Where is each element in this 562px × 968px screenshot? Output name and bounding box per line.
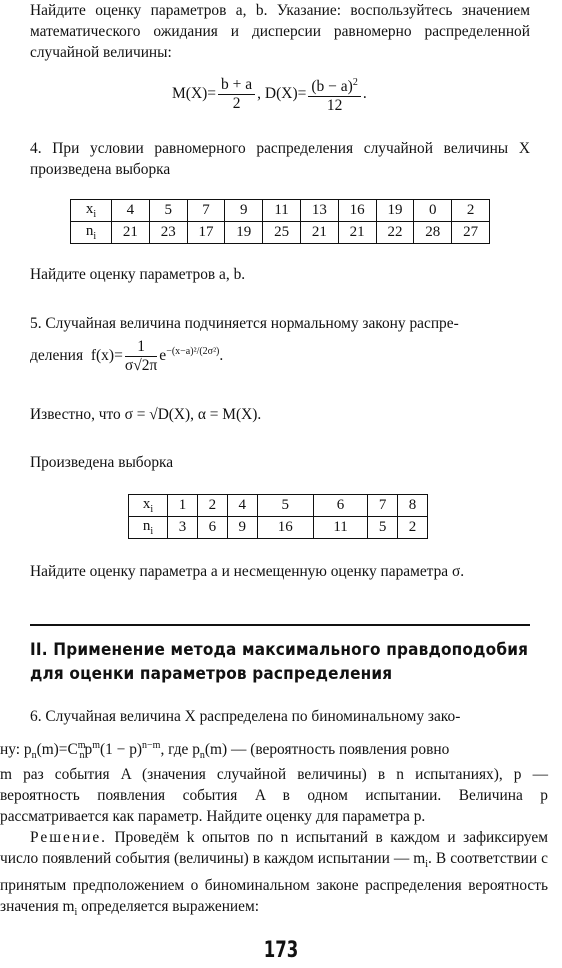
table-cell: 7 bbox=[368, 495, 398, 517]
table-row bbox=[129, 495, 428, 517]
table-cell: 13 bbox=[300, 200, 338, 222]
table-cell: 9 bbox=[225, 200, 263, 222]
density-prefix: деления bbox=[30, 347, 84, 365]
task6-solution: Решение. Проведём k опытов по n испытаний в каждом и зафиксируем число появлений события (величины) в каждом испытании — $m_i$. В соответствии с принятым предположением о биноминальном законе распределения вероятность значения $m_i$ определяется выражением: bbox=[0, 829, 549, 919]
table-cell: 28 bbox=[414, 222, 452, 244]
task4-text: 4. При условии равномерного распределения случайной величины X произведена выборка bbox=[30, 140, 530, 178]
density-end: . bbox=[219, 347, 224, 365]
table-cell: 8 bbox=[398, 495, 428, 517]
table-cell: 2 bbox=[452, 200, 490, 222]
table-cell: 25 bbox=[263, 222, 301, 244]
table-cell: 21 bbox=[112, 222, 150, 244]
intro-paragraph: Найдите оценку параметров a, b. Указание: воспользуйтесь значением математического ожидания и дисперсии равномерно распределенной случайной величины: bbox=[30, 2, 530, 61]
table-cell: 0 bbox=[414, 200, 452, 222]
table-cell: 19 bbox=[225, 222, 263, 244]
task6-binomial-line: ну: $p_n(m)=C^m_np^m(1 - p)^{n-m}$, где $p_n(m)$ — (вероятность появления ровно bbox=[0, 740, 450, 762]
formula-end: . bbox=[362, 85, 367, 103]
table-cell: 21 bbox=[300, 222, 338, 244]
density-denominator: σ√2π bbox=[124, 357, 158, 374]
table-cell: 17 bbox=[187, 222, 225, 244]
task5-sample: Произведена выборка bbox=[30, 454, 174, 471]
table-cell: 22 bbox=[376, 222, 414, 244]
table-cell: 21 bbox=[338, 222, 376, 244]
section-title: II. Применение метода максимального правдоподобия для оценки параметров распределения bbox=[30, 640, 529, 684]
table-cell: 11 bbox=[263, 200, 301, 222]
table-cell: 16 bbox=[338, 200, 376, 222]
variance-denominator: 12 bbox=[326, 97, 343, 115]
table-row bbox=[71, 222, 490, 244]
mean-denominator: 2 bbox=[232, 95, 241, 113]
task5-known: Известно, что σ = √D(X), α = M(X). bbox=[30, 406, 262, 423]
table-cell: 11 bbox=[313, 517, 367, 539]
table-cell: 6 bbox=[197, 517, 227, 539]
mean-numerator: b + a bbox=[218, 76, 255, 95]
solution-label: Решение. bbox=[30, 829, 108, 846]
variance-lhs: , D(X)= bbox=[257, 85, 307, 103]
task6-rest: m раз события A (значения случайной величины) в n испытаниях), p — вероятность появления события A в одном испытании. Величина p рассматривается как параметр. Найдите оценку для параметра p. bbox=[0, 766, 548, 825]
table-header-cell: $n_i$ bbox=[129, 517, 168, 539]
density-lhs: f(x)= bbox=[90, 347, 123, 365]
task5-text: 5. Случайная величина подчиняется нормальному закону распре- bbox=[30, 315, 459, 332]
table-cell: 9 bbox=[227, 517, 257, 539]
mean-fraction bbox=[218, 76, 255, 113]
page-number: 173 bbox=[263, 938, 299, 963]
table-cell: 6 bbox=[313, 495, 367, 517]
table-cell: 5 bbox=[257, 495, 313, 517]
table-cell: 27 bbox=[452, 222, 490, 244]
table-header-cell: $x_i$ bbox=[71, 200, 112, 222]
table-cell: 16 bbox=[257, 517, 313, 539]
task6-line1: 6. Случайная величина X распределена по биноминальному зако- bbox=[30, 708, 461, 725]
table-cell: 1 bbox=[168, 495, 198, 517]
table-header-cell: $x_i$ bbox=[129, 495, 168, 517]
table-cell: 4 bbox=[227, 495, 257, 517]
density-numerator: 1 bbox=[125, 338, 157, 357]
density-fraction bbox=[125, 338, 157, 375]
task4-sample-table bbox=[70, 199, 490, 244]
uniform-moments-formula bbox=[172, 74, 367, 115]
table-row bbox=[71, 200, 490, 222]
table-cell: 3 bbox=[168, 517, 198, 539]
table-cell: 2 bbox=[197, 495, 227, 517]
exp-base: e bbox=[159, 347, 167, 365]
exp-power: −(x−a)²/(2σ²) bbox=[166, 345, 220, 357]
table-cell: 2 bbox=[398, 517, 428, 539]
normal-density-formula bbox=[30, 338, 223, 375]
table-cell: 7 bbox=[187, 200, 225, 222]
task5-question: Найдите оценку параметра a и несмещенную оценку параметра σ. bbox=[30, 563, 465, 580]
section-divider bbox=[30, 624, 530, 626]
variance-fraction bbox=[308, 74, 360, 115]
table-cell: 4 bbox=[112, 200, 150, 222]
table-cell: 5 bbox=[368, 517, 398, 539]
table-cell: 23 bbox=[149, 222, 187, 244]
mean-lhs: M(X)= bbox=[172, 85, 217, 103]
table-row bbox=[129, 517, 428, 539]
task5-sample-table bbox=[128, 494, 428, 539]
table-cell: 19 bbox=[376, 200, 414, 222]
table-header-cell: $n_i$ bbox=[71, 222, 112, 244]
table-cell: 5 bbox=[149, 200, 187, 222]
task4-question: Найдите оценку параметров a, b. bbox=[30, 266, 246, 283]
variance-numerator: $(b - a)^2$ bbox=[308, 74, 360, 97]
